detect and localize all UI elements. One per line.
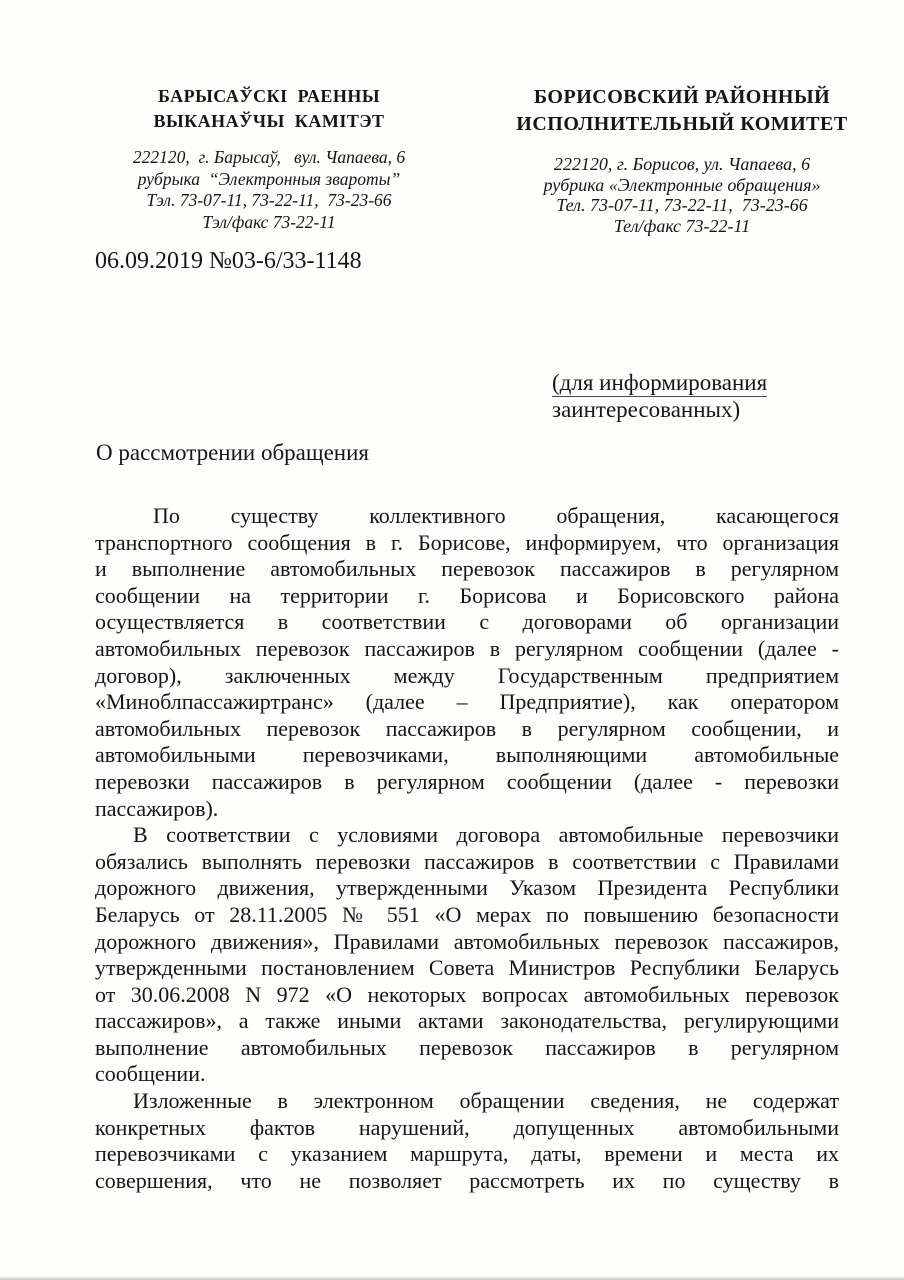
subject-line: О рассмотрении обращения: [96, 440, 369, 465]
address-line: Тэл/факс 73-22-11: [202, 211, 336, 232]
paragraph-3: [95, 1088, 839, 1194]
info-note: [552, 370, 852, 423]
body-line: По существу коллективного обращения, касающегося: [153, 503, 839, 528]
body-line: сообщении на территории г. Борисова и Борисовского района: [95, 582, 839, 608]
body-line: автомобильными перевозчиками, выполняющими автомобильные: [95, 742, 839, 768]
paragraph-2: [95, 822, 839, 1088]
address-line: Тел. 73-07-11, 73-22-11, 73-23-66: [556, 195, 808, 215]
body-line: автомобильных перевозок пассажиров в регулярном сообщении (далее -: [95, 635, 839, 661]
org-header-left: [78, 84, 460, 233]
org-right-title-line-2: ИСПОЛНИТЕЛЬНЫЙ КОМИТЕТ: [516, 113, 848, 135]
body-line: осуществляется в соответствии с договорами об организации: [95, 609, 839, 635]
address-line: 222120, г. Борисов, ул. Чапаева, 6: [553, 154, 811, 174]
address-line: Тел/факс 73-22-11: [613, 215, 751, 236]
body-line: сообщении.: [95, 1061, 206, 1087]
body-line: автомобильных перевозок пассажиров в регулярном сообщении, и: [95, 715, 839, 741]
body-line: «Миноблпассажиртранс» (далее – Предприятие), как оператором: [95, 689, 839, 715]
body-line: Беларусь от 28.11.2005 № 551 «О мерах по повышению безопасности: [95, 901, 839, 927]
address-line: 222120, г. Барысаў, вул. Чапаева, 6: [132, 147, 406, 167]
body-line: транспортного сообщения в г. Борисове, информируем, что организация: [95, 529, 839, 555]
reference-line: 06.09.2019 №03-6/33-1148: [95, 248, 362, 274]
body-line: перевозчиками с указанием маршрута, даты, времени и места их: [95, 1141, 839, 1167]
org-header-right: [486, 84, 878, 236]
org-left-title-line-2: ВЫКАНАЎЧЫ КАМІТЭТ: [153, 111, 385, 131]
body-line: В соответствии с условиями договора автомобильные перевозчики: [133, 822, 839, 848]
body-line: дорожного движения, утвержденными Указом Президента Республики: [95, 875, 839, 901]
paragraph-1: [95, 503, 839, 822]
address-line: рубрыка “Электронныя звароты”: [137, 168, 401, 189]
body-line: дорожного движения», Правилами автомобильных перевозок пассажиров,: [95, 928, 839, 954]
address-line: рубрика «Электронные обращения»: [543, 174, 821, 195]
body-line: от 30.06.2008 N 972 «О некоторых вопросах автомобильных перевозок: [95, 981, 839, 1007]
body-line: пассажиров).: [95, 795, 219, 821]
org-right-title-line-1: БОРИСОВСКИЙ РАЙОННЫЙ: [533, 86, 831, 108]
scan-edge-artifact: [0, 1276, 904, 1280]
letter-body: [95, 503, 839, 1194]
body-line: и выполнение автомобильных перевозок пассажиров в регулярном: [95, 556, 839, 582]
body-line: Изложенные в электронном обращении сведения, не содержат: [133, 1088, 839, 1114]
info-note-line-2: заинтересованных): [552, 396, 741, 422]
body-line: пассажиров», а также иными актами законодательства, регулирующими: [95, 1008, 839, 1034]
address-line: Тэл. 73-07-11, 73-22-11, 73-23-66: [146, 190, 392, 210]
org-left-title-line-1: БАРЫСАЎСКІ РАЕННЫ: [157, 86, 381, 106]
body-line: совершения, что не позволяет рассмотреть их по существу в: [95, 1167, 839, 1193]
org-right-address: [486, 154, 878, 236]
info-note-line-1: (для информирования: [552, 370, 768, 395]
body-line: перевозки пассажиров в регулярном сообщении (далее - перевозки: [95, 768, 839, 794]
body-line: договор), заключенных между Государственным предприятием: [95, 662, 839, 688]
body-line: выполнение автомобильных перевозок пассажиров в регулярном: [95, 1034, 839, 1060]
body-line: обязались выполнять перевозки пассажиров в соответствии с Правилами: [95, 848, 839, 874]
body-line: конкретных фактов нарушений, допущенных автомобильными: [95, 1114, 839, 1140]
body-line: утвержденными постановлением Совета Министров Республики Беларусь: [95, 955, 839, 981]
org-left-address: [78, 147, 460, 233]
